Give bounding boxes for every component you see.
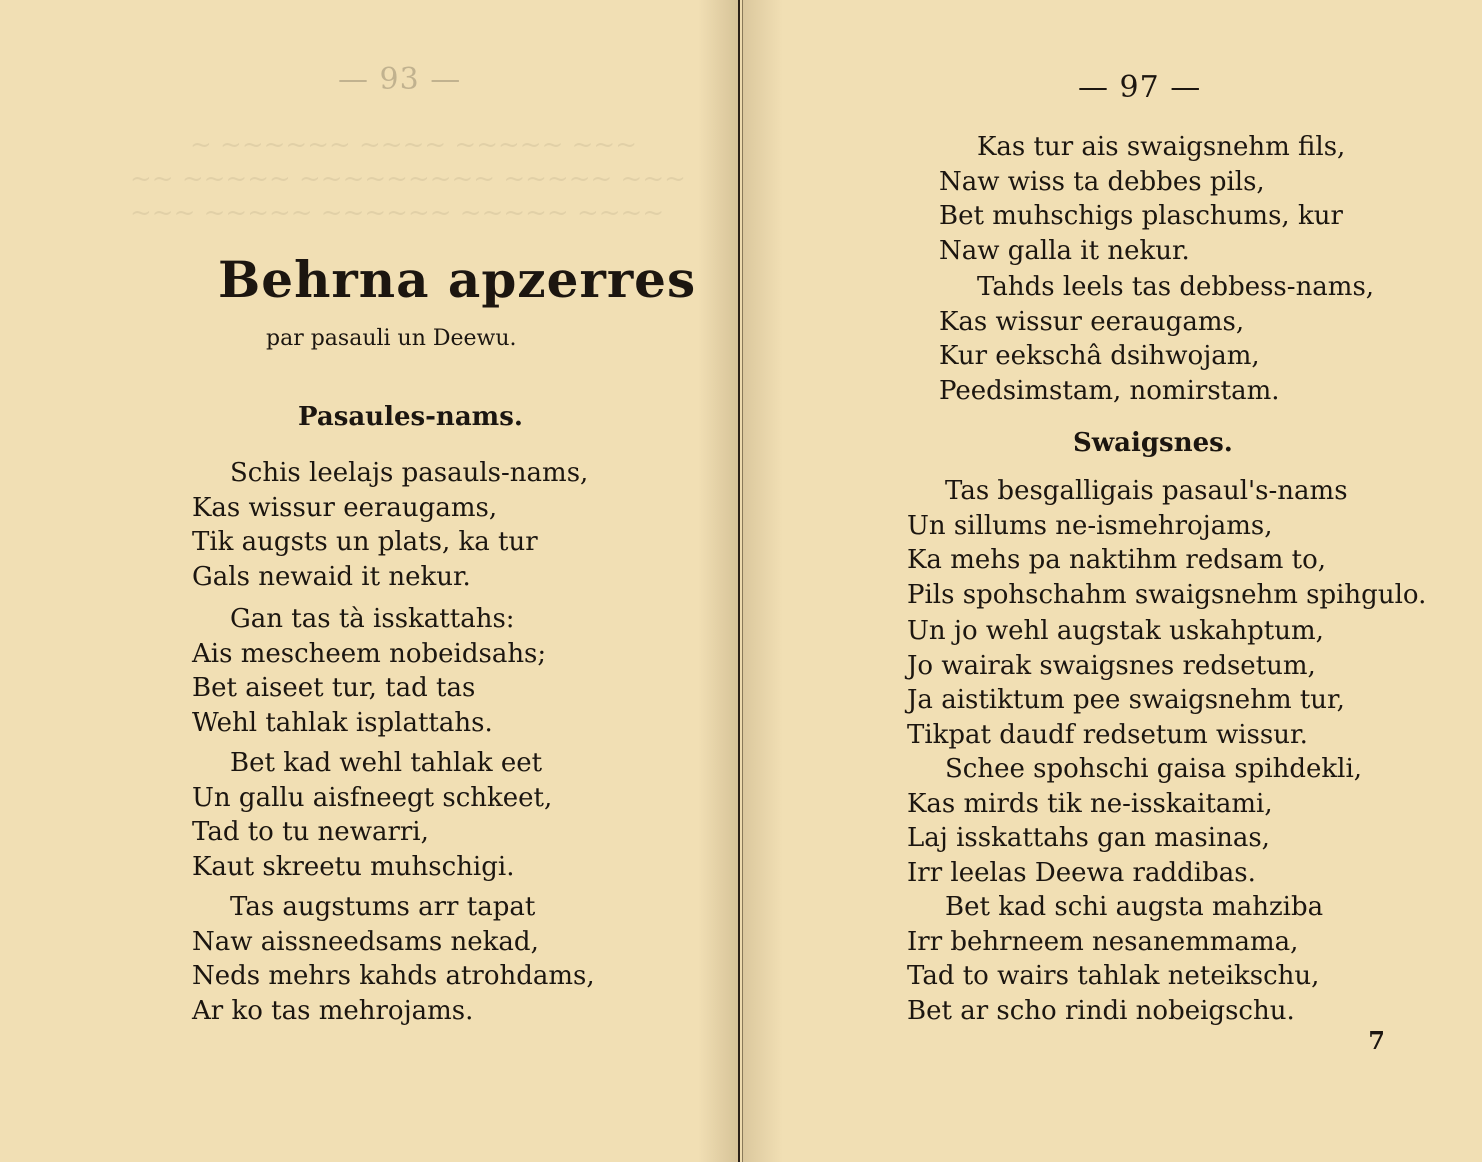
verse-line: Naw galla it nekur.	[939, 235, 1190, 266]
verse-line: Kas tur ais swaigsnehm fils,	[977, 132, 1346, 162]
verse-line: Gan tas tà isskattahs:	[230, 604, 515, 634]
left-page	[0, 0, 740, 1162]
verse-line: Naw aissneedsams nekad,	[192, 926, 539, 957]
verse-line: Bet kad wehl tahlak eet	[230, 748, 543, 778]
right-page	[742, 0, 1482, 1162]
section-heading: Pasaules-nams.	[298, 402, 523, 432]
verse-line: Naw wiss ta debbes pils,	[939, 166, 1265, 197]
verse-line: Tas besgalligais pasaul's-nams	[945, 476, 1348, 506]
stanza	[907, 890, 1323, 1028]
verse-line: Ja aistiktum pee swaigsnehm tur,	[907, 685, 1345, 715]
stanza	[907, 752, 1362, 890]
verse-line: Un gallu aisfneegt schkeet,	[192, 782, 553, 813]
verse-line: Gals newaid it nekur.	[192, 561, 471, 592]
verse-line: Wehl tahlak isplattahs.	[192, 707, 493, 738]
verse-line: Tas augstums arr tapat	[230, 892, 536, 922]
verse-line: Kur eekschâ dsihwojam,	[939, 341, 1260, 371]
verse-line: Schee spohschi gaisa spihdekli,	[945, 754, 1363, 784]
stanza	[907, 474, 1426, 612]
verse-line: Ais mescheem nobeidsahs;	[192, 638, 547, 669]
verse-line: Bet kad schi augsta mahziba	[945, 892, 1324, 922]
bleed-through-text: ~ ~~~~~~ ~~~~ ~~~~~ ~~~	[190, 130, 637, 160]
verse-line: Bet muhschigs plaschums, kur	[939, 201, 1343, 231]
signature-mark: 7	[1368, 1026, 1385, 1055]
verse-line: Kas wissur eeraugams,	[192, 492, 498, 523]
verse-line: Pils spohschahm swaigsnehm spihgulo.	[907, 579, 1427, 610]
verse-line: Schis leelajs pasauls-nams,	[230, 458, 589, 488]
stanza	[907, 614, 1345, 752]
verse-line: Tikpat daudf redsetum wissur.	[907, 719, 1308, 750]
stanza	[192, 602, 546, 740]
verse-line: Un jo wehl augstak uskahptum,	[907, 616, 1324, 646]
verse-line: Tik augsts un plats, ka tur	[192, 527, 538, 557]
left-page-number: — 93 —	[338, 62, 462, 97]
verse-line: Jo wairak swaigsnes redsetum,	[907, 650, 1316, 681]
verse-line: Kas mirds tik ne-isskaitami,	[907, 788, 1273, 819]
verse-line: Tad to wairs tahlak neteikschu,	[907, 961, 1320, 991]
verse-line: Tad to tu newarri,	[192, 817, 429, 847]
stanza	[192, 890, 595, 1028]
right-page-number: — 97 —	[1078, 70, 1202, 105]
poem-subtitle: par pasauli un Deewu.	[266, 326, 517, 351]
verse-line: Irr leelas Deewa raddibas.	[907, 857, 1256, 888]
stanza	[939, 130, 1345, 268]
poem-title: Behrna apzerres	[218, 250, 697, 309]
verse-line: Laj isskattahs gan masinas,	[907, 823, 1270, 853]
verse-line: Un sillums ne-ismehrojams,	[907, 510, 1273, 541]
verse-line: Ar ko tas mehrojams.	[192, 995, 474, 1026]
stanza	[192, 746, 552, 884]
verse-line: Ka mehs pa naktihm redsam to,	[907, 545, 1327, 575]
stanza	[939, 270, 1374, 408]
verse-line: Kas wissur eeraugams,	[939, 306, 1245, 337]
verse-line: Tahds leels tas debbess-nams,	[977, 272, 1375, 302]
verse-line: Irr behrneem nesanemmama,	[907, 926, 1299, 957]
bleed-through-text: ~~ ~~~~~ ~~~~~~~~~ ~~~~~ ~~~	[130, 164, 686, 194]
verse-line: Peedsimstam, nomirstam.	[939, 375, 1280, 406]
section-heading: Swaigsnes.	[1073, 428, 1233, 458]
verse-line: Neds mehrs kahds atrohdams,	[192, 961, 595, 991]
bleed-through-text: ~~~ ~~~~~ ~~~~~~ ~~~~~ ~~~~	[130, 198, 665, 228]
verse-line: Kaut skreetu muhschigi.	[192, 851, 515, 882]
verse-line: Bet ar scho rindi nobeigschu.	[907, 995, 1295, 1026]
verse-line: Bet aiseet tur, tad tas	[192, 673, 476, 703]
stanza	[192, 456, 588, 594]
